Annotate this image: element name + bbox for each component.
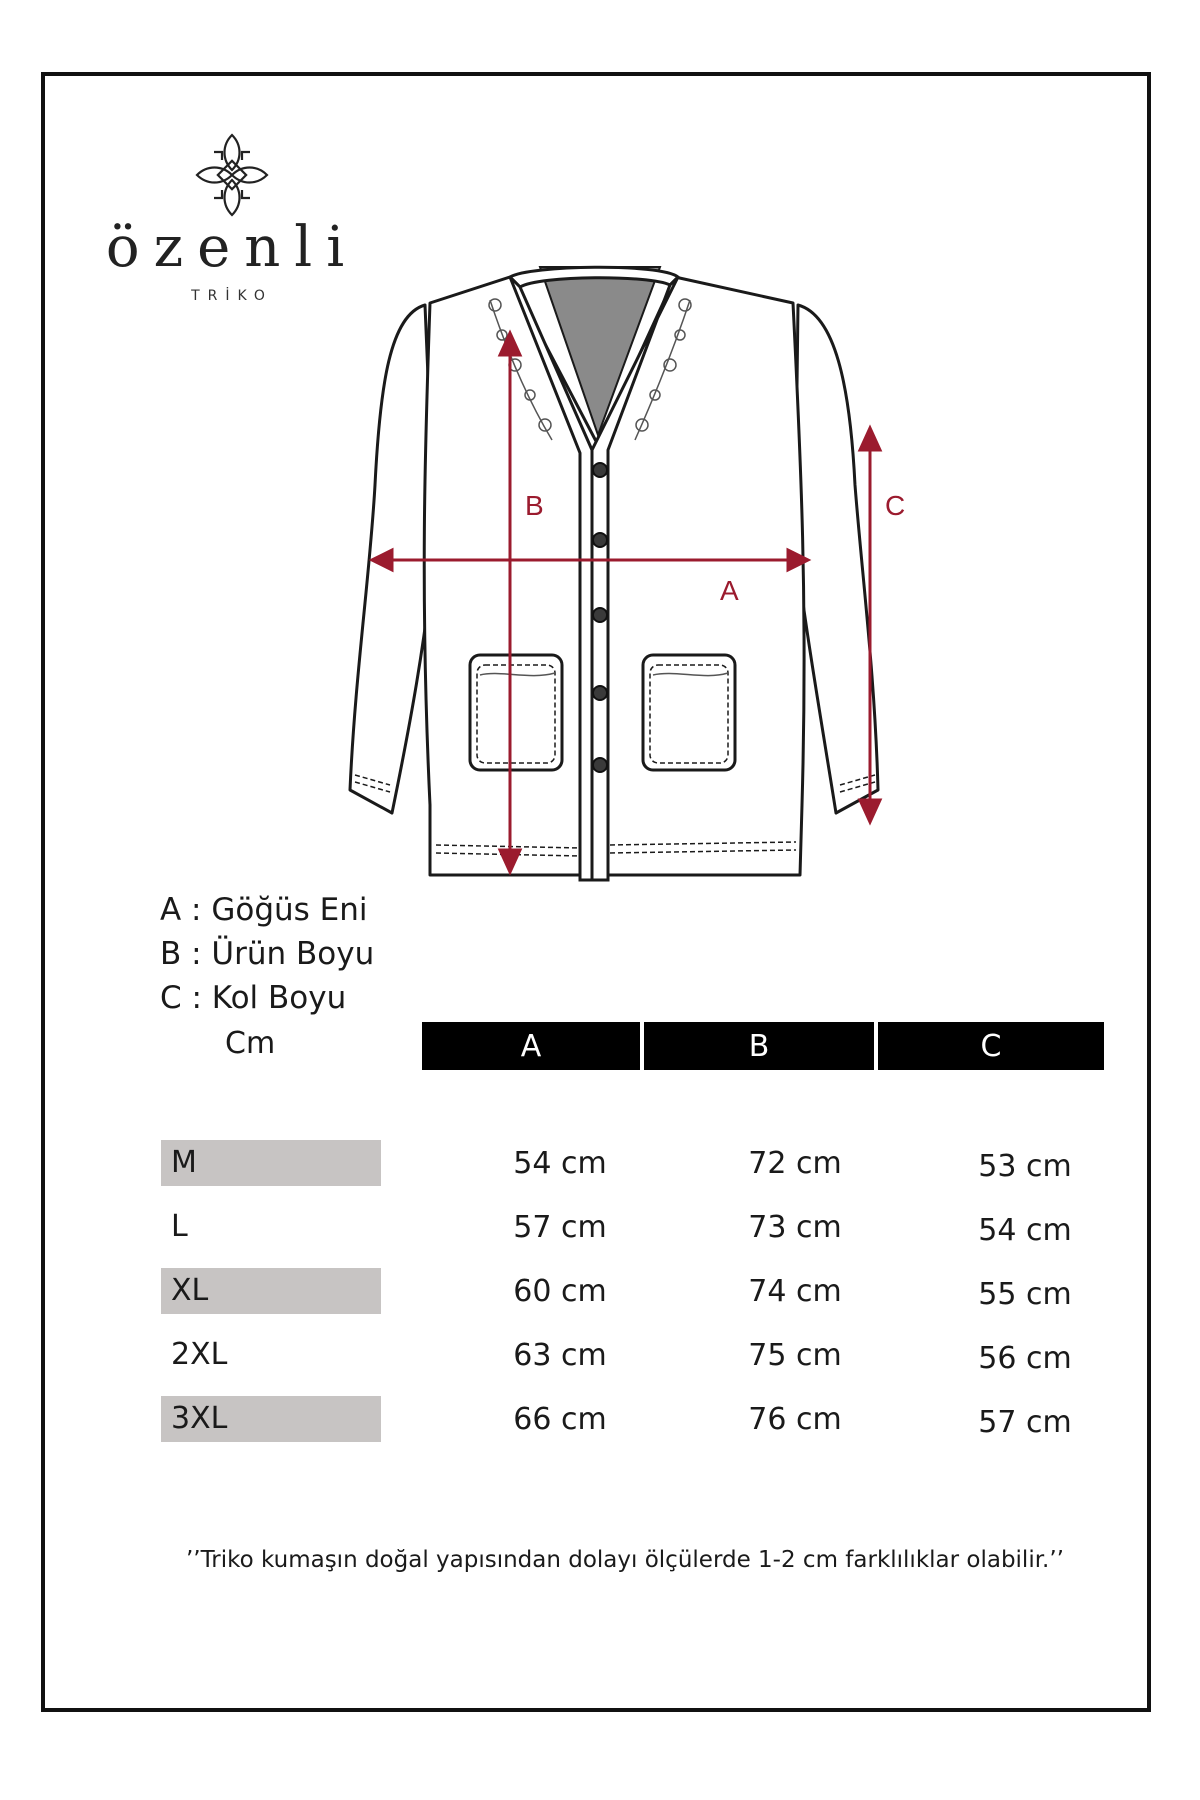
measurement-note: ’’Triko kumaşın doğal yapısından dolayı ölçülerde 1-2 cm farklılıklar olabilir.’’ xyxy=(185,1547,1064,1573)
brand-name: özenli xyxy=(105,215,359,280)
column-header-a: A xyxy=(422,1022,640,1070)
measure-cell-a: 66 cm xyxy=(513,1402,607,1437)
table-unit-label: Cm xyxy=(225,1026,276,1061)
measure-cell-b: 76 cm xyxy=(748,1402,842,1437)
legend-item-a: A : Göğüs Eni xyxy=(160,892,368,928)
measure-cell-c: 55 cm xyxy=(978,1277,1072,1312)
measure-label-b: B xyxy=(525,490,544,521)
measure-cell-c: 57 cm xyxy=(978,1405,1072,1440)
measure-cell-c: 53 cm xyxy=(978,1149,1072,1184)
measure-cell-b: 72 cm xyxy=(748,1146,842,1181)
measure-cell-c: 56 cm xyxy=(978,1341,1072,1376)
size-label: XL xyxy=(161,1268,381,1314)
ornament-icon xyxy=(192,130,272,220)
measure-cell-b: 73 cm xyxy=(748,1210,842,1245)
measure-cell-b: 75 cm xyxy=(748,1338,842,1373)
column-header-b: B xyxy=(644,1022,874,1070)
measure-cell-a: 60 cm xyxy=(513,1274,607,1309)
legend-item-b: B : Ürün Boyu xyxy=(160,936,375,972)
measure-label-a: A xyxy=(720,575,739,606)
measure-label-c: C xyxy=(885,490,906,521)
brand-subtitle: TRİKO xyxy=(191,288,273,304)
size-label: L xyxy=(171,1209,188,1244)
measure-cell-a: 63 cm xyxy=(513,1338,607,1373)
size-label: 3XL xyxy=(161,1396,381,1442)
size-label: M xyxy=(161,1140,381,1186)
column-header-c: C xyxy=(878,1022,1104,1070)
measure-cell-a: 54 cm xyxy=(513,1146,607,1181)
legend-item-c: C : Kol Boyu xyxy=(160,980,347,1016)
measure-cell-c: 54 cm xyxy=(978,1213,1072,1248)
measure-cell-a: 57 cm xyxy=(513,1210,607,1245)
cardigan-diagram xyxy=(330,245,930,920)
size-label: 2XL xyxy=(171,1337,228,1372)
measurement-legend xyxy=(160,888,374,1020)
measure-cell-b: 74 cm xyxy=(748,1274,842,1309)
